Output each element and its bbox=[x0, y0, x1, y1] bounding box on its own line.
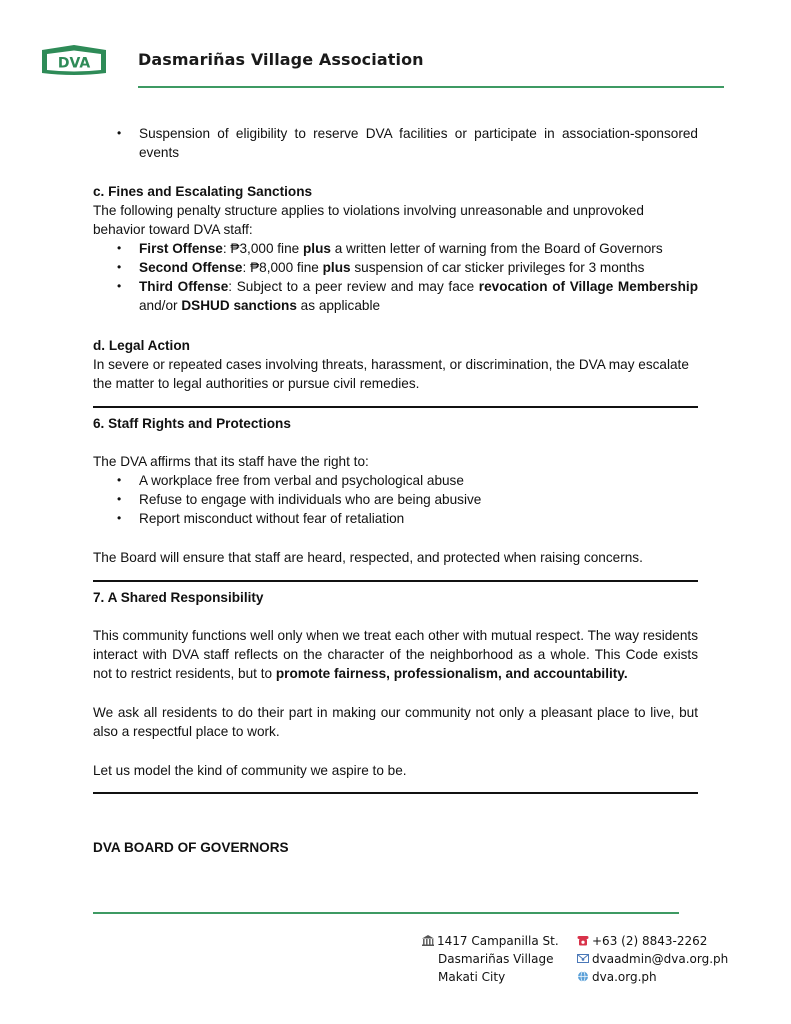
offense-item-first: • First Offense: ₱3,000 fine plus a written letter of warning from the Board of Governors bbox=[93, 239, 698, 258]
footer-contact bbox=[577, 932, 728, 986]
list-item: • Report misconduct without fear of retaliation bbox=[93, 509, 698, 528]
section-d-text: In severe or repeated cases involving threats, harassment, or discrimination, the DVA may escalate the matter to legal authorities or pursue civil remedies. bbox=[93, 357, 689, 391]
section-7-para3: Let us model the kind of community we aspire to be. bbox=[93, 763, 407, 778]
logo-text: DVA bbox=[57, 55, 91, 72]
section-b-bullets bbox=[93, 124, 698, 162]
list-item: • A workplace free from verbal and psychological abuse bbox=[93, 471, 698, 490]
section-7-heading: 7. A Shared Responsibility bbox=[93, 590, 264, 605]
section-c-heading: c. Fines and Escalating Sanctions bbox=[93, 184, 313, 199]
offense-item-third: • Third Offense: Subject to a peer review and may face revocation of Village Membership and/or DSHUD sanctions as applicable bbox=[93, 277, 698, 315]
email-link[interactable]: dvaadmin@dva.org.ph bbox=[592, 952, 729, 966]
list-item: • Suspension of eligibility to reserve DVA facilities or participate in association-sponsored events bbox=[93, 124, 698, 162]
building-icon bbox=[422, 935, 434, 946]
offense-item-second: • Second Offense: ₱8,000 fine plus suspension of car sticker privileges for 3 months bbox=[93, 258, 698, 277]
website-link[interactable]: dva.org.ph bbox=[592, 970, 657, 984]
section-d bbox=[93, 336, 698, 393]
section-6 bbox=[93, 414, 698, 433]
list-item: • Refuse to engage with individuals who are being abusive bbox=[93, 490, 698, 509]
section-divider bbox=[93, 792, 698, 794]
section-6-body bbox=[93, 452, 698, 528]
header-divider bbox=[138, 86, 724, 88]
section-divider bbox=[93, 406, 698, 408]
section-c-intro: The following penalty structure applies to violations involving unreasonable and unprovoked behavior toward DVA staff: bbox=[93, 203, 644, 237]
telephone-icon bbox=[577, 935, 589, 946]
signature: DVA BOARD OF GOVERNORS bbox=[93, 840, 289, 855]
section-6-heading: 6. Staff Rights and Protections bbox=[93, 416, 291, 431]
globe-icon bbox=[577, 971, 589, 982]
dva-logo bbox=[38, 44, 110, 77]
org-name: Dasmariñas Village Association bbox=[138, 50, 424, 69]
email-icon bbox=[577, 953, 589, 964]
address-line: Dasmariñas Village bbox=[438, 952, 554, 966]
section-7-para1: This community functions well only when we treat each other with mutual respect. The way residents interact with DVA staff reflects on the character of the neighborhood as a whole. This Code exists not to restrict residents, but to promote fairness, professionalism, and accountability. bbox=[93, 628, 698, 681]
address-line: Makati City bbox=[438, 970, 506, 984]
section-d-heading: d. Legal Action bbox=[93, 338, 190, 353]
section-7-para2: We ask all residents to do their part in making our community not only a pleasant place to live, but also a respectful place to work. bbox=[93, 705, 698, 739]
footer-address bbox=[422, 932, 559, 986]
section-6-closing: The Board will ensure that staff are heard, respected, and protected when raising concerns. bbox=[93, 550, 643, 565]
section-7 bbox=[93, 588, 698, 607]
section-c bbox=[93, 182, 698, 315]
address-line: 1417 Campanilla St. bbox=[437, 934, 559, 948]
section-divider bbox=[93, 580, 698, 582]
section-6-intro: The DVA affirms that its staff have the right to: bbox=[93, 454, 369, 469]
phone-number: +63 (2) 8843-2262 bbox=[592, 934, 708, 948]
footer-divider bbox=[93, 912, 679, 914]
